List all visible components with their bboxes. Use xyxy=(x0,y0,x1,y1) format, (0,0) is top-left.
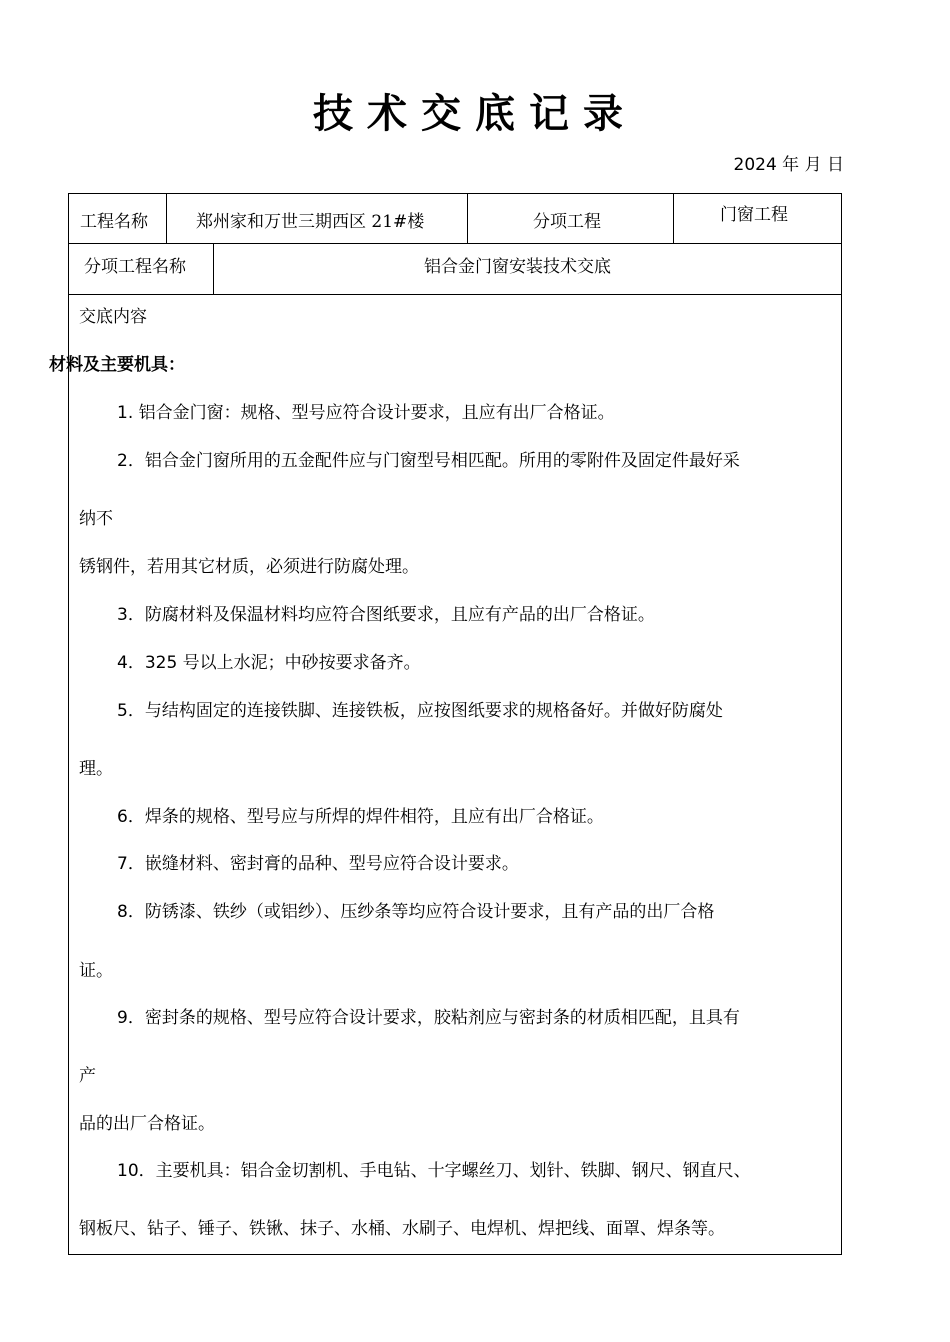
content-line: 2．铝合金门窗所用的五金配件应与门窗型号相匹配。所用的零附件及固定件最好采 xyxy=(117,451,740,471)
document-date: 2024 年 月 日 xyxy=(733,155,844,175)
project-name-value: 郑州家和万世三期西区 21#楼 xyxy=(196,212,425,232)
content-line: 理。 xyxy=(79,759,113,779)
content-line: 产 xyxy=(79,1066,96,1086)
table-row-divider xyxy=(68,243,842,244)
content-line: 钢板尺、钻子、锤子、铁锹、抹子、水桶、水刷子、电焊机、焊把线、面罩、焊条等。 xyxy=(79,1219,725,1239)
project-name-label: 工程名称 xyxy=(80,212,148,232)
content-line: 3．防腐材料及保温材料均应符合图纸要求，且应有产品的出厂合格证。 xyxy=(117,605,655,625)
content-line: 6．焊条的规格、型号应与所焊的焊件相符，且应有出厂合格证。 xyxy=(117,807,604,827)
table-row-divider xyxy=(68,294,842,295)
table-column-divider xyxy=(467,193,468,243)
content-line: 1. 铝合金门窗：规格、型号应符合设计要求，且应有出厂合格证。 xyxy=(117,403,615,423)
content-line: 4．325 号以上水泥；中砂按要求备齐。 xyxy=(117,653,421,673)
content-heading: 交底内容 xyxy=(79,307,147,327)
content-line: 10．主要机具：铝合金切割机、手电钻、十字螺丝刀、划针、铁脚、钢尺、钢直尺、 xyxy=(117,1161,751,1181)
item-name-label: 分项工程名称 xyxy=(84,257,186,277)
table-column-divider xyxy=(166,193,167,243)
content-line: 证。 xyxy=(79,961,113,981)
item-name-value: 铝合金门窗安装技术交底 xyxy=(424,257,611,277)
content-line: 9．密封条的规格、型号应符合设计要求，胶粘剂应与密封条的材质相匹配，且具有 xyxy=(117,1008,740,1028)
sub-project-label: 分项工程 xyxy=(533,212,601,232)
content-line: 8．防锈漆、铁纱（或铝纱）、压纱条等均应符合设计要求，且有产品的出厂合格 xyxy=(117,902,715,922)
document-title: 技术交底记录 xyxy=(313,91,637,137)
content-line: 7．嵌缝材料、密封膏的品种、型号应符合设计要求。 xyxy=(117,854,519,874)
section-title: 材料及主要机具： xyxy=(49,355,185,375)
content-line: 5．与结构固定的连接铁脚、连接铁板，应按图纸要求的规格备好。并做好防腐处 xyxy=(117,701,723,721)
table-column-divider xyxy=(673,193,674,243)
table-column-divider xyxy=(213,243,214,294)
content-line: 纳不 xyxy=(79,509,113,529)
content-line: 品的出厂合格证。 xyxy=(79,1114,215,1134)
content-line: 锈钢件，若用其它材质，必须进行防腐处理。 xyxy=(79,557,419,577)
sub-project-value: 门窗工程 xyxy=(720,205,788,225)
